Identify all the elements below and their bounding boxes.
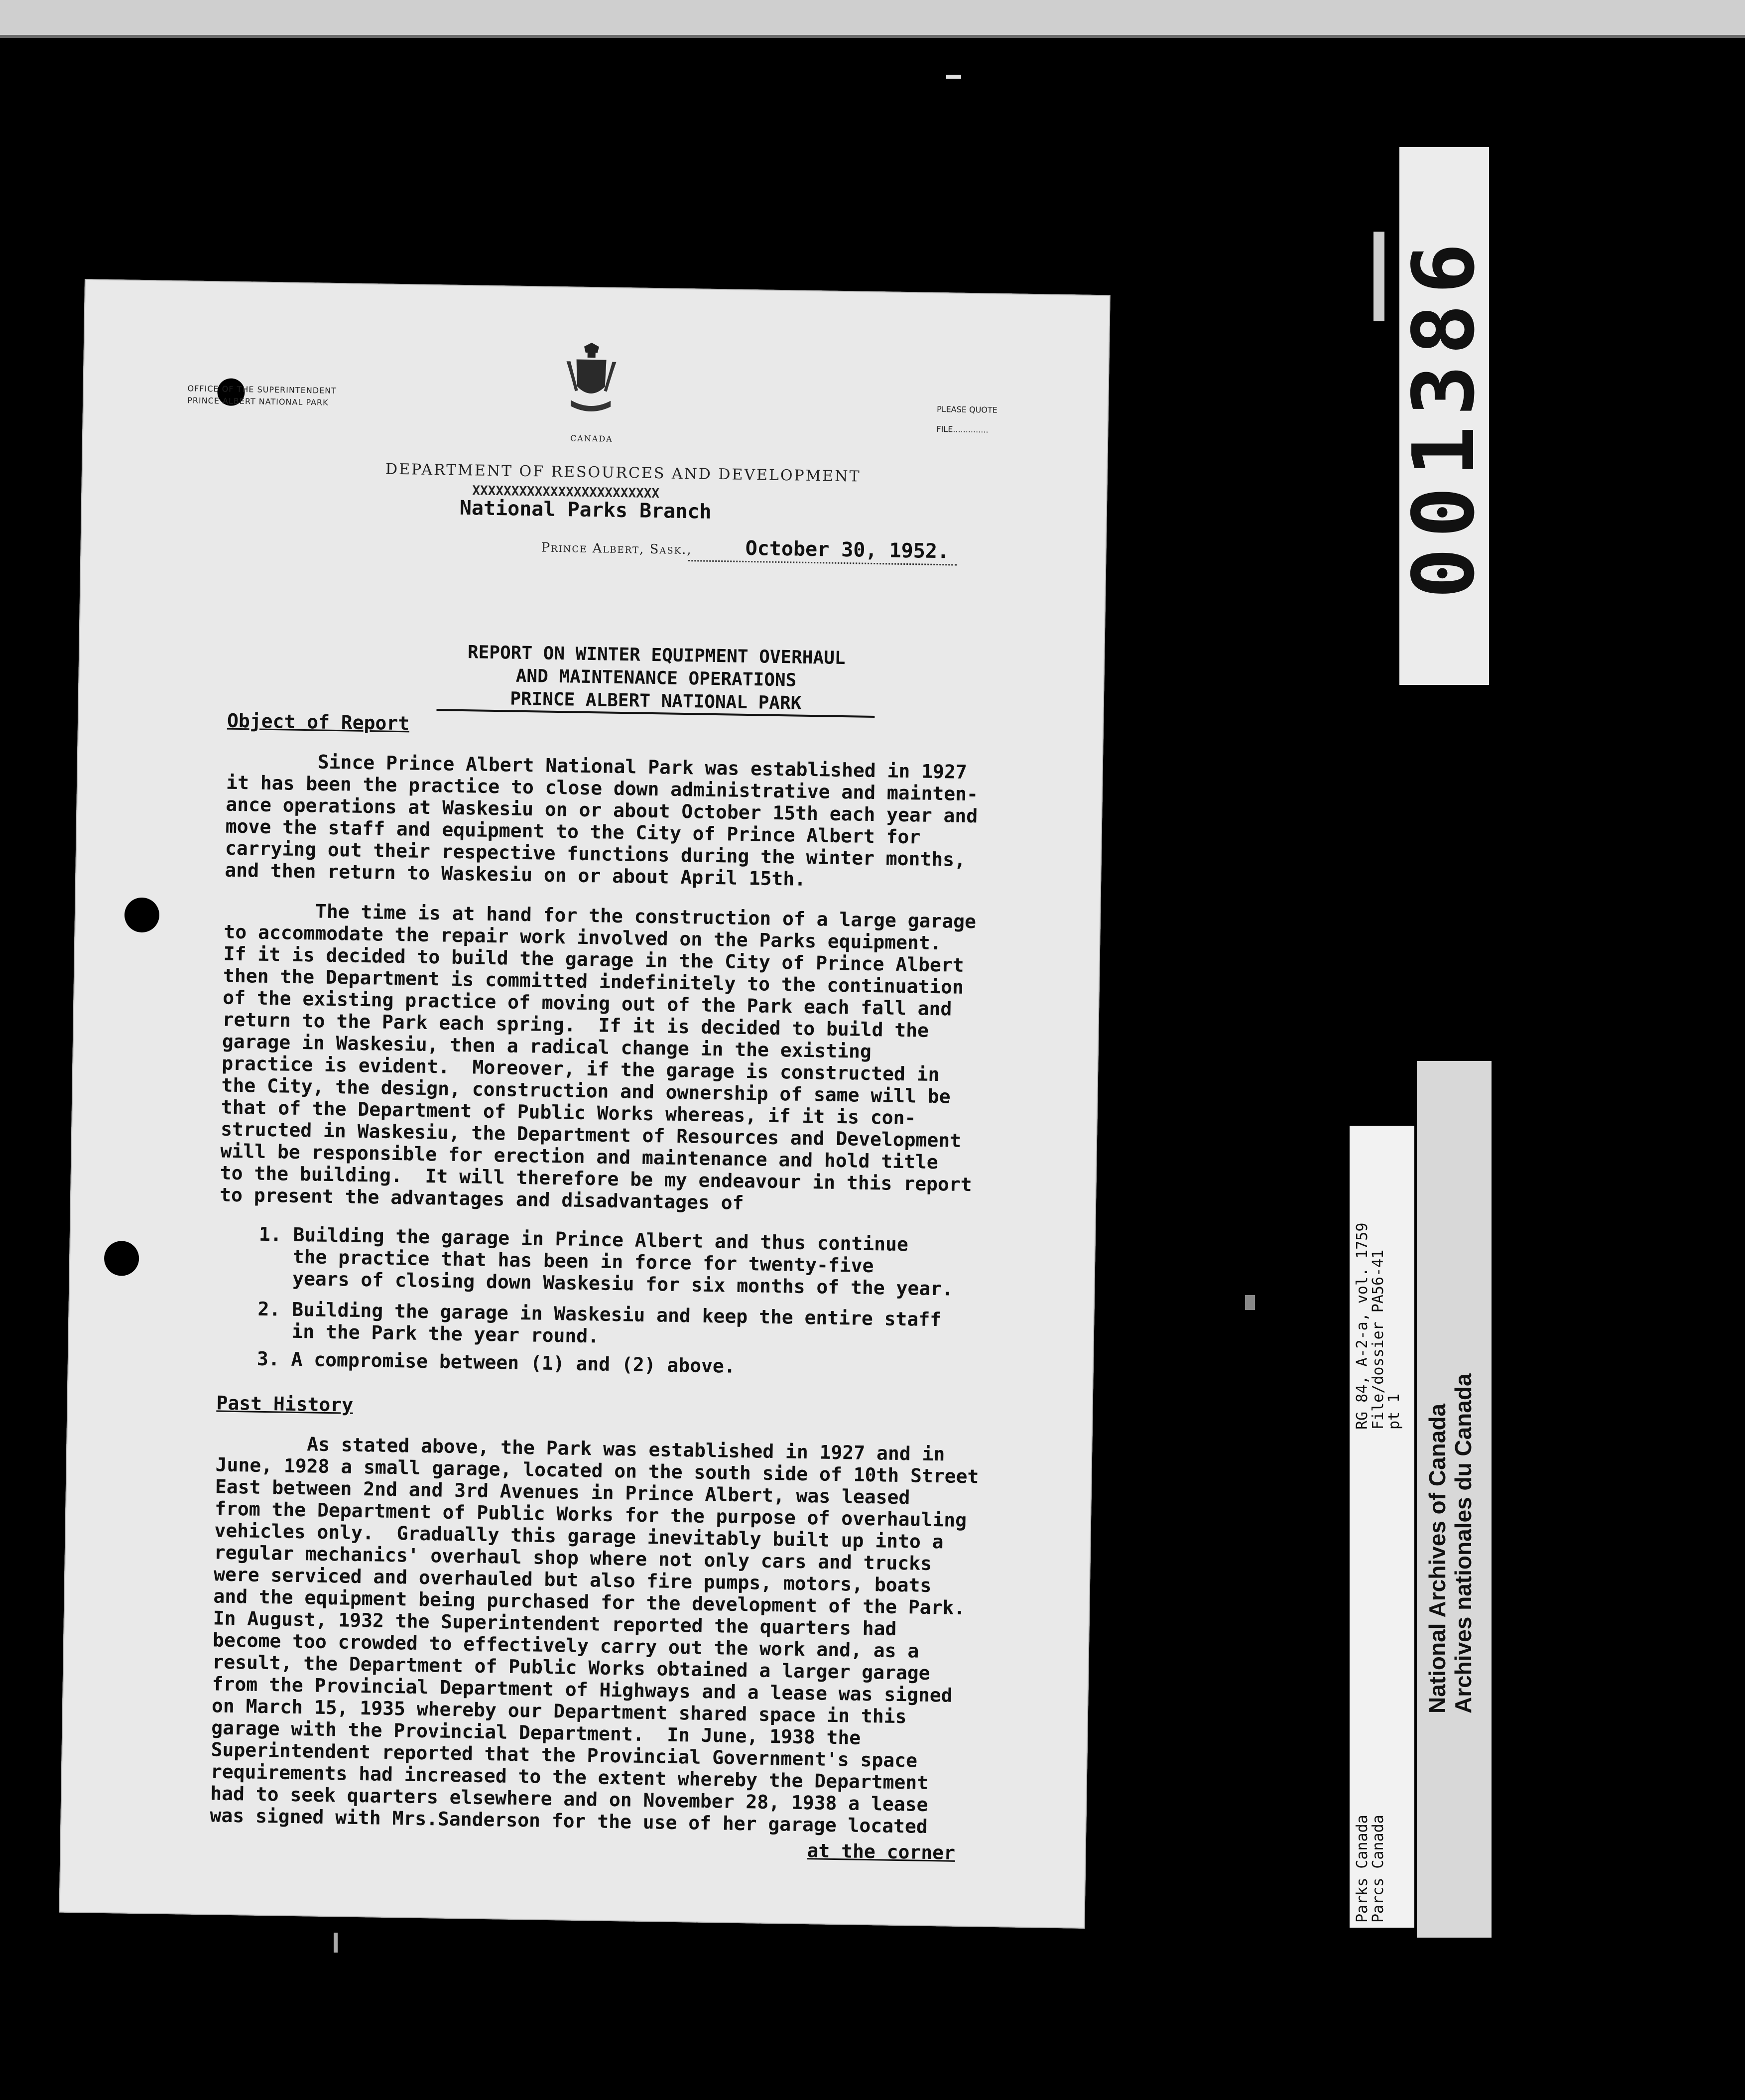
department-name: DEPARTMENT OF RESOURCES AND DEVELOPMENT <box>385 460 861 486</box>
heading-past-history: Past History <box>216 1392 354 1416</box>
film-notch <box>1373 232 1384 321</box>
list-item-1: 1. Building the garage in Prince Albert and thus continue the practice that has been in force for twenty-five years of closing down Waskesiu for six months of the year. <box>258 1223 954 1300</box>
branch-name: National Parks Branch <box>459 496 712 524</box>
reference-line: pt 1 <box>1385 1393 1403 1430</box>
heading-object-of-report: Object of Report <box>227 709 410 735</box>
parks-en: Parks Canada <box>1354 1815 1371 1923</box>
paragraph-2: The time is at hand for the construction of a large garage to accommodate the repair work involved on the Parks equipment. If it is decided to build the garage in the City of Prince Albert then the Department is committed indefinitely to the continuation of the existing practice of moving out of the Park each fall and return to the Park each spring. If it is decided to build the garage in Waskesiu, then a radical change in the existing practice is evident. Moreover, if the garage is constructed in the City, the design, construction and ownership of same will be that of the Department of Public Works whereas, if it is con- structed in Waskesiu, the Department of Resources and Development will be responsible for erection and maintenance and hold title to the building. It will therefore be my endeavour in this report to present the advantages and disadvantages of <box>219 899 977 1214</box>
archive-reference <box>1355 1223 1402 1430</box>
film-speck <box>1245 1295 1255 1310</box>
parks-canada-label <box>1355 1815 1386 1923</box>
list-item-2: 2. Building the garage in Waskesiu and keep the entire staff in the Park the year round. <box>257 1298 942 1347</box>
country-label: CANADA <box>570 433 613 444</box>
list-item-3: 3. A compromise between (1) and (2) above. <box>256 1347 736 1377</box>
office-address <box>187 383 337 409</box>
quote-reference <box>936 399 997 440</box>
continued-text: at the corner <box>807 1839 956 1864</box>
report-title <box>382 640 931 717</box>
office-line: OFFICE OF THE SUPERINTENDENT <box>187 384 337 395</box>
punch-hole <box>104 1241 139 1276</box>
file-label: FILE.............. <box>936 424 989 435</box>
national-archives-label <box>1424 1373 1476 1713</box>
struck-out-text: XXXXXXXXXXXXXXXXXXXXXXXX <box>472 483 660 502</box>
punch-hole <box>124 897 159 932</box>
film-speck <box>946 75 961 79</box>
letter-date: October 30, 1952. <box>745 536 950 563</box>
office-line: PRINCE ALBERT NATIONAL PARK <box>187 395 329 407</box>
reference-line: File/dossier PA56-41 <box>1370 1249 1387 1430</box>
title-line: REPORT ON WINTER EQUIPMENT OVERHAUL <box>467 642 846 669</box>
parks-fr: Parcs Canada <box>1370 1815 1387 1923</box>
document-page <box>59 279 1110 1929</box>
reference-line: RG 84, A-2-a, vol. 1759 <box>1354 1222 1371 1430</box>
archives-en: National Archives of Canada <box>1424 1403 1450 1713</box>
scanner-top-border <box>0 0 1745 35</box>
title-line: PRINCE ALBERT NATIONAL PARK <box>509 688 802 714</box>
scanner-border-line <box>0 35 1745 38</box>
film-speck <box>334 1933 338 1953</box>
frame-number: 001386 <box>1395 233 1494 599</box>
paragraph-1: Since Prince Albert National Park was established in 1927 it has been the practice to close down administrative and mainten- ance operations at Waskesiu on or about October 15th each year and move the staff and equipment to the City of Prince Albert for carrying out their respective functions during the winter months, and then return to Waskesiu on or about April 15th. <box>225 749 979 890</box>
canada-coat-of-arms-icon <box>561 341 622 422</box>
title-line: AND MAINTENANCE OPERATIONS <box>515 665 797 691</box>
please-quote-label: PLEASE QUOTE <box>936 404 997 415</box>
paragraph-3: As stated above, the Park was established in 1927 and in June, 1928 a small garage, located on the south side of 10th Street East between 2nd and 3rd Avenues in Prince Albert, was leased from the Department of Public Works for the purpose of overhauling vehicles only. Gradually this garage inevitably built up into a regular mechanics' overhaul shop where not only cars and trucks were serviced and overhauled but also fire pumps, motors, boats and the equipment being purchased for the development of the Park. In August, 1932 the Superintendent reported the quarters had become too crowded to effectively carry out the work and, as a result, the Department of Public Works obtained a larger garage from the Provincial Department of Highways and a lease was signed on March 15, 1935 whereby our Department shared space in this garage with the Provincial Department. In June, 1938 the Superintendent reported that the Provincial Government's space requirements had increased to the extent whereby the Department had to seek quarters elsewhere and on November 28, 1938 a lease was signed with Mrs.Sanderson for the use of her garage located <box>210 1432 979 1838</box>
place-line: Prince Albert, Sask., <box>541 540 692 558</box>
archives-fr: Archives nationales du Canada <box>1450 1373 1476 1713</box>
